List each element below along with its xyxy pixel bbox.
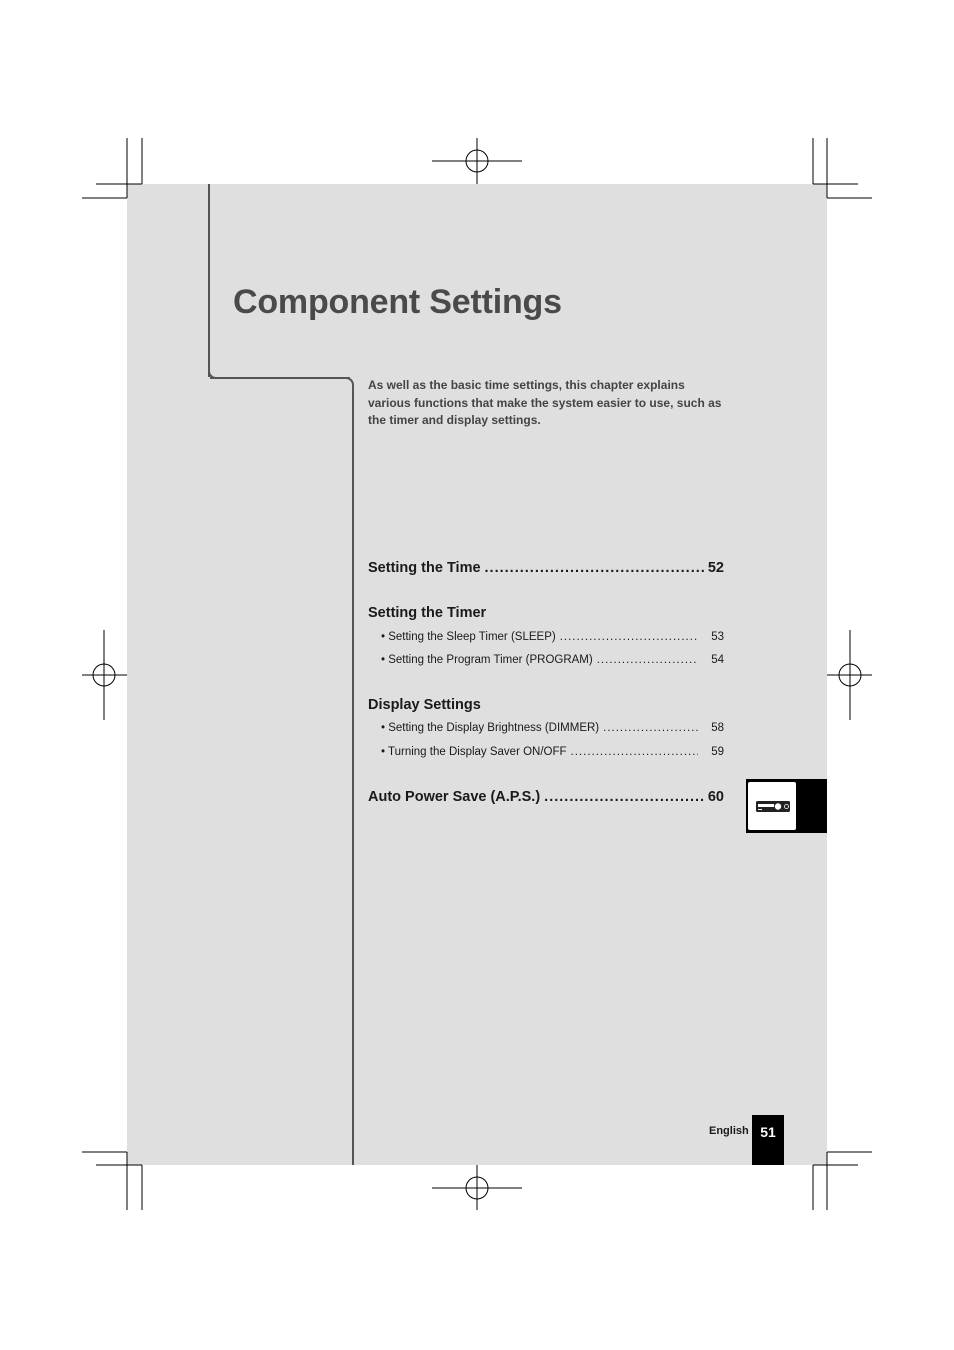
toc-subentry-display-saver[interactable] [381,746,724,758]
toc-entry-label: Auto Power Save (A.P.S.) [368,789,541,805]
toc-entry-page: 54 [711,654,724,666]
toc-heading-display-settings: Display Settings [368,697,481,713]
chapter-title: Component Settings [233,283,562,321]
divider-line [210,377,350,379]
toc-entry-setting-time[interactable] [368,560,724,576]
toc-leader-dots [485,560,704,576]
toc-entry-page: 52 [707,560,724,576]
receiver-unit-icon [748,782,796,830]
page-panel [127,184,827,1165]
chapter-intro: As well as the basic time settings, this chapter explains various functions that make the system easier to use, such as the timer and display settings. [368,378,722,427]
toc-heading-setting-timer: Setting the Timer [368,605,487,621]
toc-entry-page: 59 [711,746,724,758]
toc-entry-auto-power-save[interactable] [368,789,724,805]
toc-entry-page: 60 [707,789,724,805]
toc-entry-label: • Setting the Display Brightness (DIMMER) [381,722,600,734]
toc-entry-page: 53 [711,631,724,643]
divider-line [352,385,354,1165]
divider-line [208,184,210,377]
toc-subentry-program-timer[interactable] [381,654,724,666]
toc-leader-dots [560,631,698,643]
toc-entry-label: Setting the Time [368,560,481,576]
toc-leader-dots [603,722,698,734]
footer-language: English [709,1125,749,1137]
toc-entry-label: • Turning the Display Saver ON/OFF [381,746,567,758]
toc-leader-dots [597,654,698,666]
page-number-text: 51 [760,1124,776,1140]
toc-subentry-dimmer[interactable] [381,722,724,734]
chapter-tab-icon-box [746,780,798,832]
toc-leader-dots [571,746,698,758]
toc-subentry-sleep-timer[interactable] [381,631,724,643]
toc-entry-page: 58 [711,722,724,734]
toc-entry-label: • Setting the Sleep Timer (SLEEP) [381,631,556,643]
page-number [752,1115,784,1165]
toc-entry-label: • Setting the Program Timer (PROGRAM) [381,654,593,666]
toc-leader-dots [544,789,704,805]
